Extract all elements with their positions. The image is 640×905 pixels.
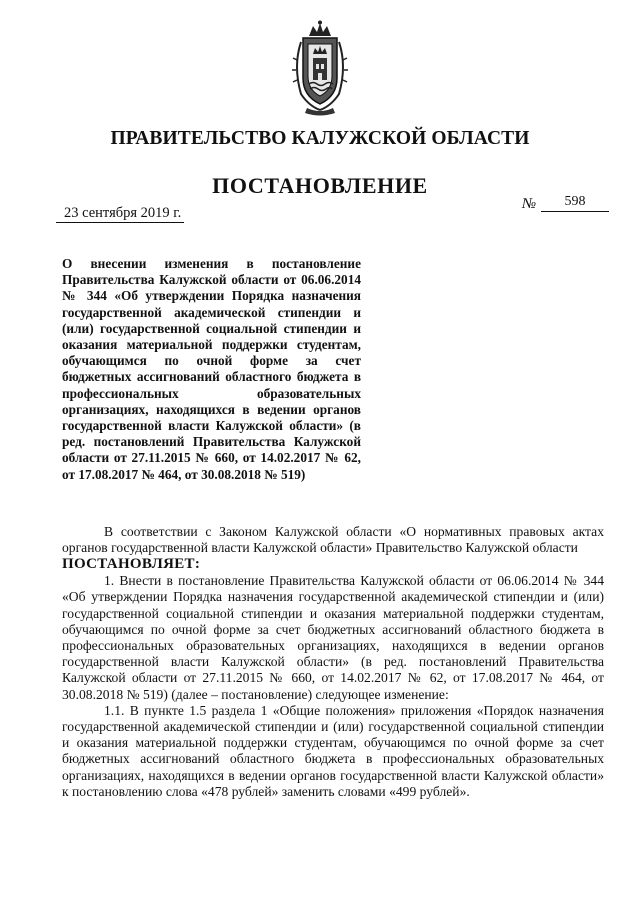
document-number: 598: [541, 193, 609, 212]
document-type: ПОСТАНОВЛЕНИЕ: [212, 173, 428, 198]
document-body: [62, 524, 604, 800]
item-1-paragraph: 1. Внести в постановление Правительства Калужской области от 06.06.2014 № 344 «Об утверждении Порядка назначения государственной академической стипендии и (или) государственной социальной стипендии и оказания материальной поддержки студентам, обучающимся по очной форме за счет бюджетных ассигнований областного бюджета в профессиональных образовательных организациях, находящихся в ведении органов государственной власти Калужской области» (в ред. постановлений Правительства Калужской области от 27.11.2015 № 660, от 14.02.2017 № 62, от 17.08.2017 № 464, от 30.08.2018 № 519) (далее – постановление) следующее изменение:: [62, 573, 604, 702]
document-subject: О внесении изменения в постановление Правительства Калужской области от 06.06.2014 № 344 «Об утверждении Порядка назначения государственной академической стипендии и (или) государственной социальной стипендии и оказания материальной поддержки студентам, обучающимся по очной форме за счет бюджетных ассигнований областного бюджета в профессиональных образовательных организациях, находящихся в ведении органов государственной власти Калужской области» (в ред. постановлений Правительства Калужской области от 27.11.2015 № 660, от 14.02.2017 № 62, от 17.08.2017 № 464, от 30.08.2018 № 519): [62, 256, 361, 482]
preamble-paragraph: В соответствии с Законом Калужской области «О нормативных правовых актах органов государственной власти Калужской области» Правительство Калужской области: [62, 524, 604, 556]
item-1-1-paragraph: 1.1. В пункте 1.5 раздела 1 «Общие положения» приложения «Порядок назначения государственной академической стипендии и (или) государственной социальной стипендии и оказания материальной поддержки студентам, обучающимся по очной форме за счет бюджетных ассигнований областного бюджета в профессиональных образовательных организациях, находящихся в ведении органов государственной власти Калужской области» к постановлению слова «478 рублей» заменить словами «499 рублей».: [62, 702, 604, 799]
number-label: №: [522, 196, 537, 212]
organization-title: ПРАВИТЕЛЬСТВО КАЛУЖСКОЙ ОБЛАСТИ: [110, 128, 530, 149]
document-date: 23 сентября 2019 г.: [56, 204, 184, 223]
coat-of-arms-icon: [287, 20, 353, 116]
decree-word: ПОСТАНОВЛЯЕТ:: [62, 556, 201, 573]
